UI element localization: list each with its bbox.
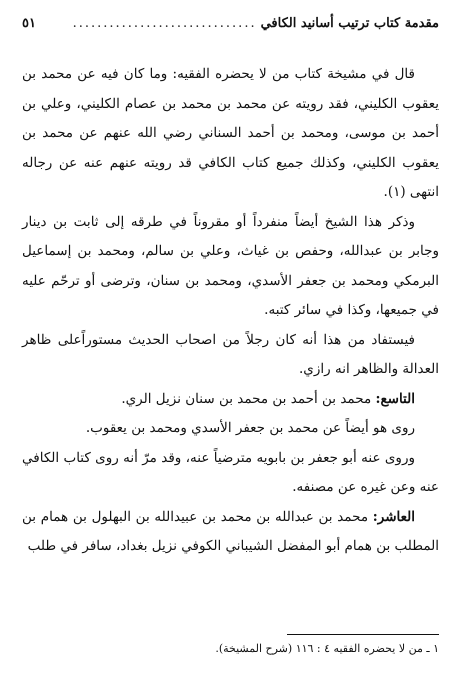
footnote: ١ ـ من لا يحضره الفقيه ٤ : ١١٦ (شرح المشيخة). (215, 642, 439, 655)
paragraph-text: محمد بن أحمد بن محمد بن سنان نزيل الري. (121, 390, 376, 407)
paragraph-turuq (22, 208, 439, 326)
paragraph-lead-tenth: العاشر: (372, 508, 415, 525)
paragraph-isnad-mashyakha (22, 60, 439, 208)
header-leader-dots: .............................. (72, 16, 257, 31)
paragraph-text: محمد بن عبدالله بن محمد بن عبيدالله بن البهلول بن همام بن المطلب بن همام أبو المفضل الشيباني الكوفي نزيل بغداد، سافر في طلب (22, 508, 439, 554)
paragraph-ninth-heading (22, 385, 439, 415)
paragraph-text: وروى عنه أبو جعفر بن بابويه مترضياً عنه، وقد مرّ أنه روى كتاب الكافي عنه وعن غيره عن مصنفه. (22, 449, 439, 495)
paragraph-conclusion (22, 326, 439, 385)
paragraph-tenth-heading (22, 503, 439, 562)
main-text (22, 60, 439, 562)
paragraph-ninth-transmission (22, 444, 439, 503)
footnote-divider (287, 634, 439, 635)
paragraph-ninth-narration (22, 414, 439, 444)
paragraph-lead-ninth: التاسع: (375, 390, 415, 407)
paragraph-text: فيستفاد من هذا أنه كان رجلاً من اصحاب الحديث مستوراًعلى ظاهر العدالة والظاهر انه رازي. (22, 331, 439, 377)
page-number: ٥١ (22, 16, 36, 31)
paragraph-text: روى هو أيضاً عن محمد بن جعفر الأسدي ومحمد بن يعقوب. (85, 420, 415, 436)
paragraph-text: قال في مشيخة كتاب من لا يحضره الفقيه: وما كان فيه عن محمد بن يعقوب الكليني، فقد رويته عن محمد بن محمد بن عصام الكليني، وعلي بن أحمد بن موسى، ومحمد بن أحمد السناني رضي الله عنهم عن محمد بن يعقوب الكليني، وكذلك جميع كتاب الكافي قد رويته عنهم عنه عن رجاله انتهى (١). (22, 66, 439, 200)
paragraph-text: وذكر هذا الشيخ أيضاً منفرداً أو مقروناً في طرقه إلى ثابت بن دينار وجابر بن عبدالله، وحفص بن غياث، وعلي بن سالم، ومحمد بن إسماعيل البرمكي ومحمد بن جعفر الأسدي، ومحمد بن سنان، وترضى أو ترحّم عليه في جميعها، وكذا في سائر كتبه. (22, 213, 439, 318)
header-title: مقدمة كتاب ترتيب أسانيد الكافي (260, 16, 439, 31)
running-header (22, 14, 439, 36)
